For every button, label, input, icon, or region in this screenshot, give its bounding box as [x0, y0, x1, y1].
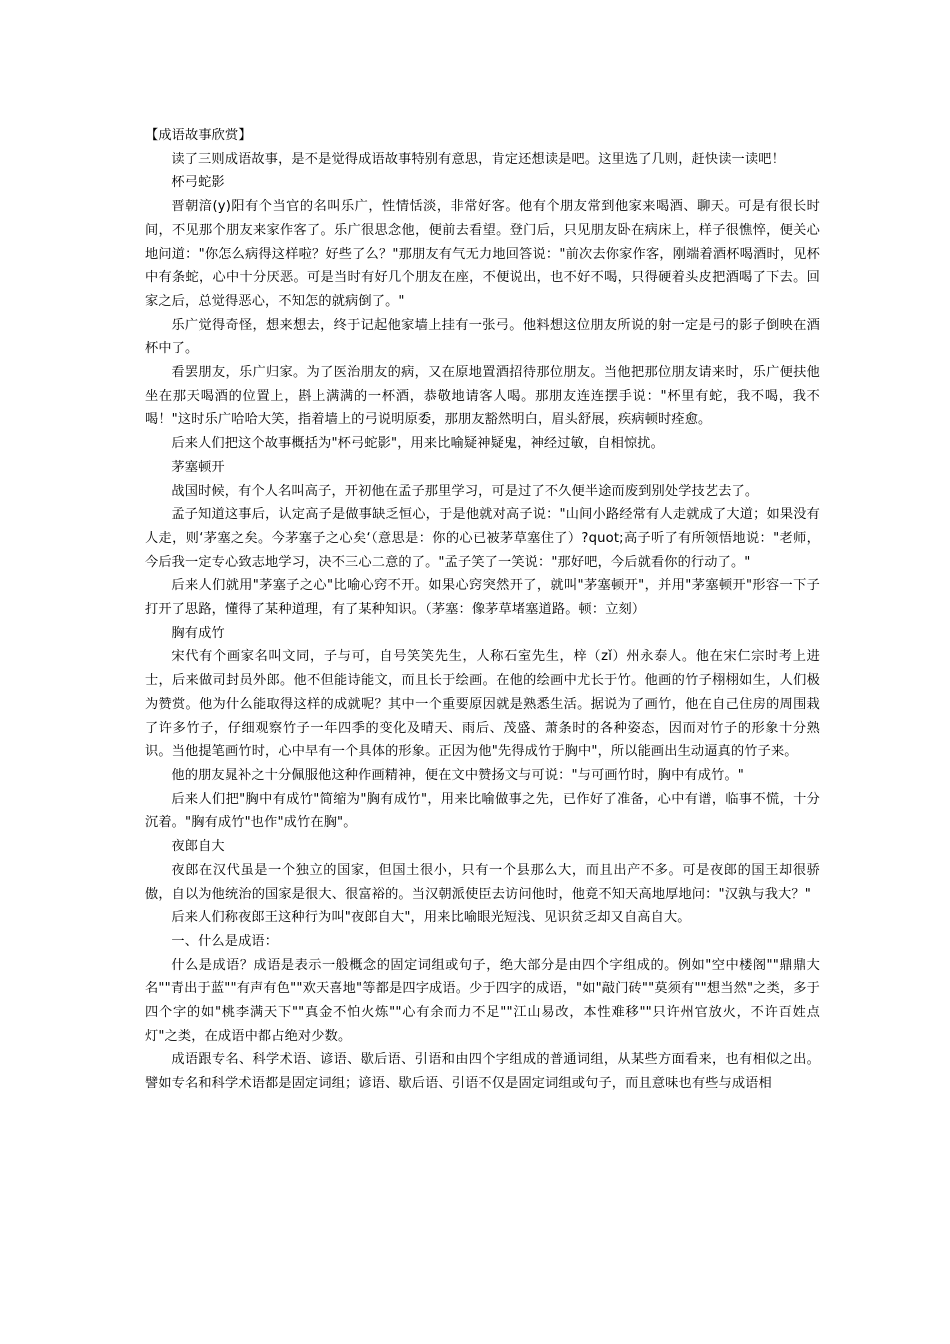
story-title-beigong: 杯弓蛇影 — [171, 175, 225, 191]
paragraph: 战国时候，有个人名叫高子，开初他在孟子那里学习，可是过了不久便半途而废到别处学技艺去了。 — [171, 483, 759, 499]
document-heading: 【成语故事欣赏】 — [145, 128, 252, 143]
section-title-what-is-idiom: 一、什么是成语： — [171, 933, 279, 949]
paragraph: 后来人们称夜郎王这种行为叫"夜郎自大"，用来比喻眼光短浅、见识贫乏却又自高自大。 — [171, 910, 691, 926]
paragraph: 乐广觉得奇怪，想来想去，终于记起他家墙上挂有一张弓。他料想这位朋友所说的射一定是弓的影子倒映在酒杯中了。 — [145, 317, 820, 357]
paragraph: 后来人们把这个故事概括为"杯弓蛇影"，用来比喻疑神疑鬼，神经过敏，自相惊扰。 — [171, 436, 664, 452]
paragraph: 宋代有个画家名叫文同，子与可，自号笑笑先生，人称石室先生，梓（zǐ）州永泰人。他在宋仁宗时考上进士，后来做司封员外郎。他不但能诗能文，而且长于绘画。在他的绘画中尤长于竹。他画的竹子栩栩如生，人们极为赞赏。他为什么能取得这样的成就呢？其中一个重要原因就是熟悉生活。据说为了画竹，他在自己住房的周围栽了许多竹子，仔细观察竹子一年四季的变化及晴天、雨后、茂盛、萧条时的各种姿态，因而对竹子的形象十分熟识。当他提笔画竹时，心中早有一个具体的形象。正因为他"先得成竹于胸中"，所以能画出生动逼真的竹子来。 — [145, 649, 820, 760]
paragraph: 什么是成语？成语是表示一般概念的固定词组或句子，绝大部分是由四个字组成的。例如"空中楼阁""鼎鼎大名""青出于蓝""有声有色""欢天喜地"等都是四字成语。少于四字的成语，"如"敲门砖""莫须有""想当然"之类，多于四个字的如"桃李满天下""真金不怕火炼""心有余而力不足""江山易改，本性难移""只许州官放火，不许百姓点灯"之类，在成语中都占绝对少数。 — [145, 957, 820, 1044]
paragraph: 他的朋友晁补之十分佩服他这种作画精神，便在文中赞扬文与可说："与可画竹时，胸中有成竹。" — [171, 767, 744, 783]
story-title-maose: 茅塞顿开 — [171, 459, 225, 475]
story-title-yelang: 夜郎自大 — [171, 839, 225, 855]
document-page — [145, 124, 820, 1096]
paragraph: 后来人们把"胸中有成竹"简缩为"胸有成竹"，用来比喻做事之先，已作好了准备，心中有谱，临事不慌，十分沉着。"胸有成竹"也作"成竹在胸"。 — [145, 791, 820, 831]
paragraph: 夜郎在汉代虽是一个独立的国家，但国土很小，只有一个县那么大，而且出产不多。可是夜郎的国王却很骄傲，自以为他统治的国家是很大、很富裕的。当汉朝派使臣去访问他时，他竟不知天高地厚地问："汉孰与我大？" — [145, 862, 820, 902]
paragraph: 孟子知道这事后，认定高子是做事缺乏恒心，于是他就对高子说："山间小路经常有人走就成了大道；如果没有人走，则‘茅塞之矣。今茅塞子之心矣‘（意思是：你的心已被茅草塞住了）?quot;高子听了有所领悟地说："老师，今后我一定专心致志地学习，决不三心二意的了。"孟子笑了一笑说："那好吧，今后就看你的行动了。" — [145, 507, 820, 570]
intro-paragraph: 读了三则成语故事，是不是觉得成语故事特别有意思，肯定还想读是吧。这里选了几则，赶快读一读吧！ — [171, 151, 785, 167]
paragraph: 看罢朋友，乐广归家。为了医治朋友的病，又在原地置酒招待那位朋友。当他把那位朋友请来时，乐广便扶他坐在那天喝酒的位置上，斟上满满的一杯酒，恭敬地请客人喝。那朋友连连摆手说："杯里有蛇，我不喝，我不喝！"这时乐广哈哈大笑，指着墙上的弓说明原委，那朋友豁然明白，眉头舒展，疾病顿时痊愈。 — [145, 365, 820, 428]
paragraph: 晋朝湆(y)阳有个当官的名叫乐广，性情恬淡，非常好客。他有个朋友常到他家来喝酒、聊天。可是有很长时间，不见那个朋友来家作客了。乐广很思念他，便前去看望。登门后，只见朋友卧在病床上，样子很憔悴，便关心地问道："你怎么病得这样啦？好些了么？"那朋友有气无力地回答说："前次去你家作客，刚端着酒杯喝酒时，见杯中有条蛇，心中十分厌恶。可是当时有好几个朋友在座，不便说出，也不好不喝，只得硬着头皮把酒喝了下去。回家之后，总觉得恶心，不知怎的就病倒了。" — [145, 199, 820, 309]
paragraph: 后来人们就用"茅塞子之心"比喻心窍不开。如果心窍突然开了，就叫"茅塞顿开"，并用"茅塞顿开"形容一下子打开了思路，懂得了某种道理，有了某种知识。（茅塞：像茅草堵塞道路。顿：立刻） — [145, 578, 820, 618]
story-title-xiongyou: 胸有成竹 — [171, 625, 225, 641]
paragraph: 成语跟专名、科学术语、谚语、歇后语、引语和由四个字组成的普通词组，从某些方面看来，也有相似之出。譬如专名和科学术语都是固定词组；谚语、歇后语、引语不仅是固定词组或句子，而且意味也有些与成语相 — [145, 1052, 820, 1092]
